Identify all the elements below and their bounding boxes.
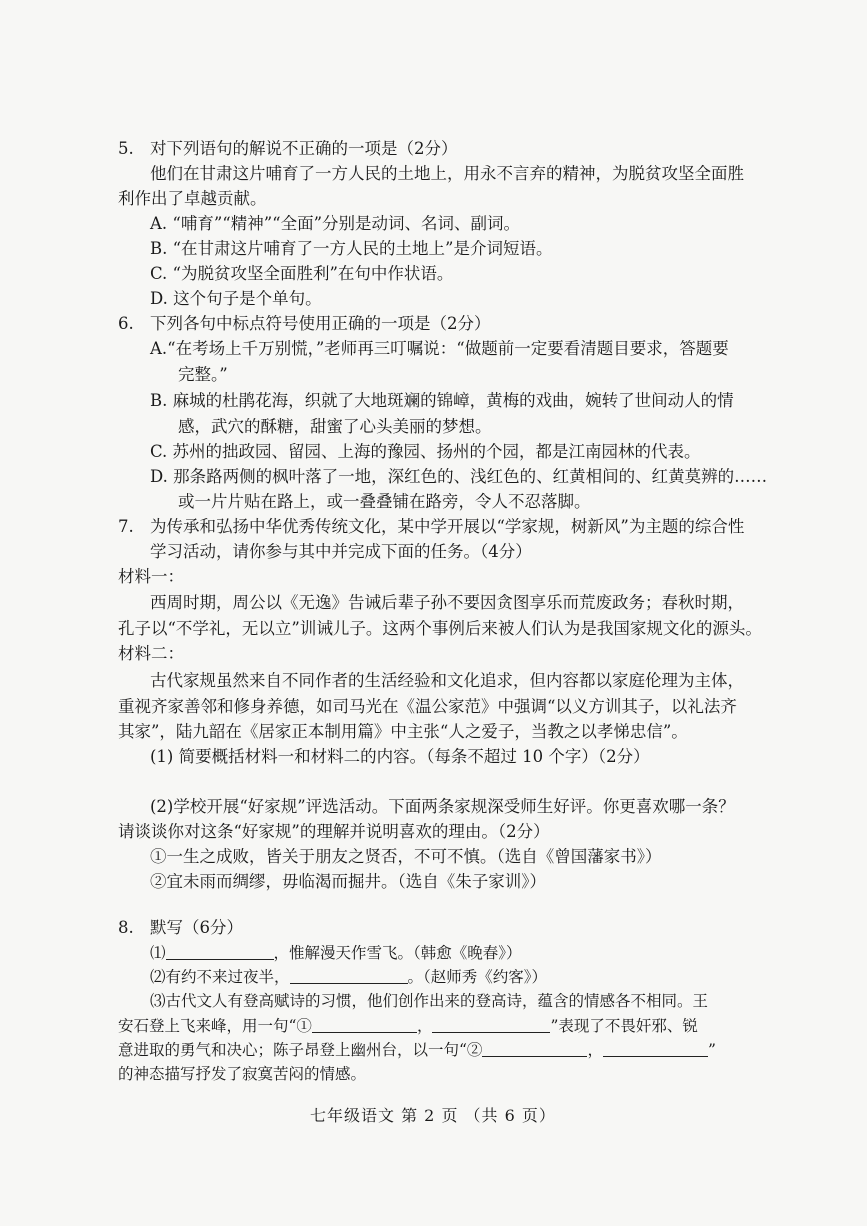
material1-line1: 西周时期，周公以《无逸》告诫后辈子孙不要因贪图享乐而荒废政务；春秋时期，	[150, 593, 744, 612]
dictation-3-intro: 安石登上飞来峰，用一句“①	[118, 1017, 312, 1035]
closing-quote: ”	[707, 1041, 716, 1059]
q7-subquestion-2-line2: 请谈谈你对这条“好家规”的理解并说明喜欢的理由。（2分）	[118, 822, 550, 841]
q8-number: 8.	[118, 918, 134, 937]
family-rule-option-1: ①一生之成败，皆关于朋友之贤否，不可不慎。（选自《曾国藩家书》）	[150, 847, 662, 866]
q6-stem: 下列各句中标点符号使用正确的一项是（2分）	[150, 314, 491, 333]
q5-stem: 对下列语句的解说不正确的一项是（2分）	[150, 139, 458, 158]
dictation-3-line1: ⑶古代文人有登高赋诗的习惯，他们创作出来的登高诗，蕴含的情感各不相同。王	[150, 992, 709, 1010]
answer-blank[interactable]	[482, 1040, 587, 1057]
dictation-3-line4: 的神态描写抒发了寂寞苦闷的情感。	[118, 1065, 367, 1083]
material2-line3: 其家”，陆九韶在《居家正本制用篇》中主张“人之爱子，当教之以孝悌忠信”。	[118, 722, 688, 741]
q7-subquestion-1: (1) 简要概括材料一和材料二的内容。（每条不超过 10 个字）（2分）	[150, 747, 650, 766]
q8-stem: 默写（6分）	[150, 918, 243, 937]
material1-label: 材料一：	[118, 567, 184, 586]
dictation-1-mark: ⑴	[150, 944, 166, 962]
dictation-1-text: ，惟解漫天作雪飞。（韩愈《晚春》）	[273, 944, 522, 962]
q6-option-b-line1: B. 麻城的杜鹃花海，织就了大地斑斓的锦嶂，黄梅的戏曲，婉转了世间动人的情	[150, 391, 734, 410]
q5-option-a: A. “哺育”“精神”“全面”分别是动词、名词、副词。	[150, 214, 521, 233]
q7-number: 7.	[118, 517, 134, 536]
comma: ，	[587, 1041, 603, 1059]
q6-option-b-line2: 感，武穴的酥糖，甜蜜了心头美丽的梦想。	[178, 417, 492, 436]
q5-option-b: B. “在甘肃这片哺育了一方人民的土地上”是介词短语。	[150, 239, 553, 258]
q6-option-a-line2: 完整。”	[178, 365, 228, 384]
dictation-line-1	[150, 942, 522, 964]
q5-sentence-line2: 利作出了卓越贡献。	[118, 189, 267, 208]
q6-number: 6.	[118, 314, 134, 333]
material1-line2: 孔子以“不学礼，无以立”训诫儿子。这两个事例后来被人们认为是我国家规文化的源头。	[118, 619, 762, 638]
answer-blank[interactable]	[432, 1016, 550, 1033]
q7-subquestion-2-line1: (2)学校开展“好家规”评选活动。下面两条家规深受师生好评。你更喜欢哪一条？	[150, 797, 735, 816]
dictation-line-2	[150, 966, 547, 988]
q5-number: 5.	[118, 139, 134, 158]
answer-blank[interactable]	[312, 1016, 417, 1033]
page-footer: 七年级语文 第 2 页 （共 6 页）	[310, 1106, 556, 1125]
dictation-3-line2	[118, 1015, 698, 1037]
comma: ，	[416, 1017, 433, 1035]
q5-option-d: D. 这个句子是个单句。	[150, 289, 322, 308]
q6-option-a-line1: A.“在考场上千万别慌，”老师再三叮嘱说：“做题前一定要看清题目要求，答题要	[150, 339, 729, 358]
material2-label: 材料二：	[118, 644, 184, 663]
q7-stem-line1: 为传承和弘扬中华优秀传统文化，某中学开展以“学家规，树新风”为主题的综合性	[150, 517, 745, 536]
q6-option-c: C. 苏州的拙政园、留园、上海的豫园、扬州的个园，都是江南园林的代表。	[150, 442, 701, 461]
dictation-2-source: 。（赵师秀《约客》）	[407, 968, 548, 986]
dictation-3-meaning: ”表现了不畏奸邪、锐	[550, 1017, 698, 1035]
q5-option-c: C. “为脱贫攻坚全面胜利”在句中作状语。	[150, 264, 454, 283]
q6-option-d-line1: D. 那条路两侧的枫叶落了一地，深红色的、浅红色的、红黄相间的、红黄莫辨的……	[150, 467, 768, 486]
answer-blank[interactable]	[290, 967, 408, 984]
answer-blank[interactable]	[166, 943, 274, 960]
material2-line2: 重视齐家善邻和修身养德，如司马光在《温公家范》中强调“以义方训其子，以礼法齐	[118, 697, 737, 716]
family-rule-option-2: ②宜未雨而绸缪，毋临渴而掘井。（选自《朱子家训》）	[150, 872, 546, 891]
q5-sentence-line1: 他们在甘肃这片哺育了一方人民的土地上，用永不言弃的精神，为脱贫攻坚全面胜	[150, 164, 744, 183]
q7-stem-line2: 学习活动，请你参与其中并完成下面的任务。（4分）	[150, 542, 532, 561]
dictation-3-line3	[118, 1039, 716, 1061]
dictation-2-text: ⑵有约不来过夜半，	[150, 968, 290, 986]
material2-line1: 古代家规虽然来自不同作者的生活经验和文化追求，但内容都以家庭伦理为主体，	[150, 671, 744, 690]
answer-blank[interactable]	[603, 1040, 708, 1057]
dictation-3-intro-2: 意进取的勇气和决心；陈子昂登上幽州台，以一句“②	[118, 1041, 483, 1059]
q6-option-d-line2: 或一片片贴在路上，或一叠叠铺在路旁，令人不忍落脚。	[178, 492, 591, 511]
